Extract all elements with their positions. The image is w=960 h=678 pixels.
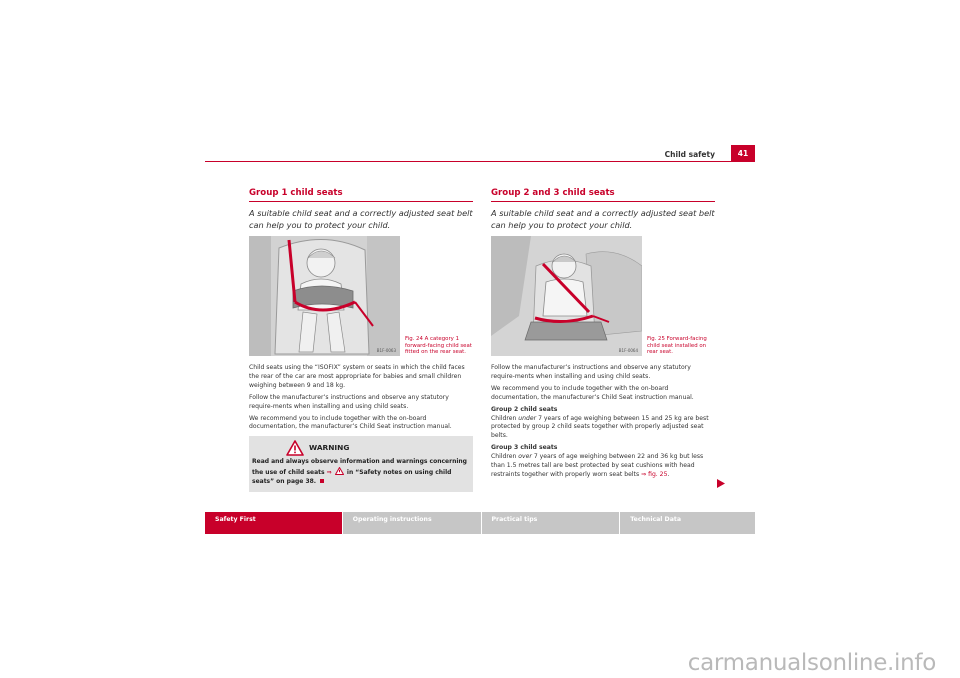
watermark: carmanualsonline.info [687, 650, 936, 676]
text-part: Children [491, 414, 519, 422]
figure-reference-link[interactable]: ⇒ fig. 25 [641, 470, 668, 478]
figure-25 [491, 236, 715, 357]
figure-24 [249, 236, 473, 357]
tab-practical-tips[interactable]: Practical tips [482, 512, 620, 534]
paragraph: Child seats using the “ISOFIX” system or seats in which the child faces the rear of the car are most appropriate for babies and small children weighing between 9 and 18 kg. [249, 364, 465, 389]
text-emphasis: under [518, 414, 537, 422]
paragraph: Follow the manufacturer’s instructions and observe any statutory require-ments when installing and using child seats. [491, 364, 691, 380]
tab-technical-data[interactable]: Technical Data [620, 512, 755, 534]
paragraph: We recommend you to include together with the on-board documentation, the manufacturer’s Child Seat instruction manual. [249, 414, 452, 431]
tab-safety-first[interactable]: Safety First [205, 512, 342, 534]
group-3-text [491, 453, 715, 480]
left-column [249, 188, 473, 492]
footer-nav [205, 512, 755, 534]
child-seat-illustration [249, 236, 400, 356]
tab-operating-instructions[interactable]: Operating instructions [343, 512, 481, 534]
text-emphasis: over [518, 453, 532, 461]
header-rule [205, 161, 755, 162]
running-header-title: Child safety [664, 150, 715, 159]
section-title: Group 2 and 3 child seats [491, 188, 715, 202]
warning-triangle-icon [335, 467, 344, 475]
figure-code: B1F-0063 [376, 348, 396, 353]
paragraph: We recommend you to include together with the on-board documentation, the manufacturer’s Child Seat instruction manual. [491, 384, 694, 401]
warning-box [249, 436, 473, 491]
section-title: Group 1 child seats [249, 188, 473, 202]
next-page-arrow-icon[interactable] [717, 479, 725, 488]
group-3-heading: Group 3 child seats [491, 444, 558, 452]
warning-text-part: in “Safety notes on using child seats” on page 38. [252, 469, 452, 485]
paragraph: Follow the manufacturer’s instructions and observe any statutory require-ments when installing and using child seats. [249, 393, 449, 410]
page-number: 41 [731, 145, 755, 161]
warning-text [252, 458, 470, 486]
figure-code: B1F-0064 [618, 348, 638, 353]
text-part: 7 years of age weighing between 22 and 36 kg but less than 1.5 metres tall are best protected by seat cushions with head restraints together with properly worn seat belts [491, 453, 704, 478]
text-part: . [667, 470, 670, 478]
warning-arrow[interactable]: ⇒ [326, 469, 332, 477]
group-2-text [491, 415, 715, 442]
text-part: Children [491, 453, 519, 461]
group-2-heading: Group 2 child seats [491, 405, 558, 413]
right-column [491, 188, 715, 483]
section-lead: A suitable child seat and a correctly adjusted seat belt can help you to protect your child. [249, 208, 473, 230]
body-text [491, 364, 715, 480]
booster-seat-illustration [491, 236, 642, 356]
figure-image [491, 236, 642, 356]
text-part: 7 years of age weighing between 15 and 25 kg are best protected by group 2 child seats together with properly adjusted seat belts. [491, 414, 709, 440]
warning-triangle-icon [286, 440, 304, 456]
figure-image [249, 236, 400, 356]
body-text [249, 364, 473, 432]
section-lead: A suitable child seat and a correctly adjusted seat belt can help you to protect your child. [491, 208, 715, 230]
warning-text-part: Read and always observe information and warnings concerning the use of child seats [252, 458, 467, 477]
end-marker-icon [320, 479, 324, 483]
figure-caption: Fig. 25 Forward-facing child seat installed on rear seat. [647, 335, 707, 356]
figure-caption: Fig. 24 A category 1 forward-facing child seat fitted on the rear seat. [405, 335, 472, 356]
warning-title: WARNING [309, 443, 350, 453]
